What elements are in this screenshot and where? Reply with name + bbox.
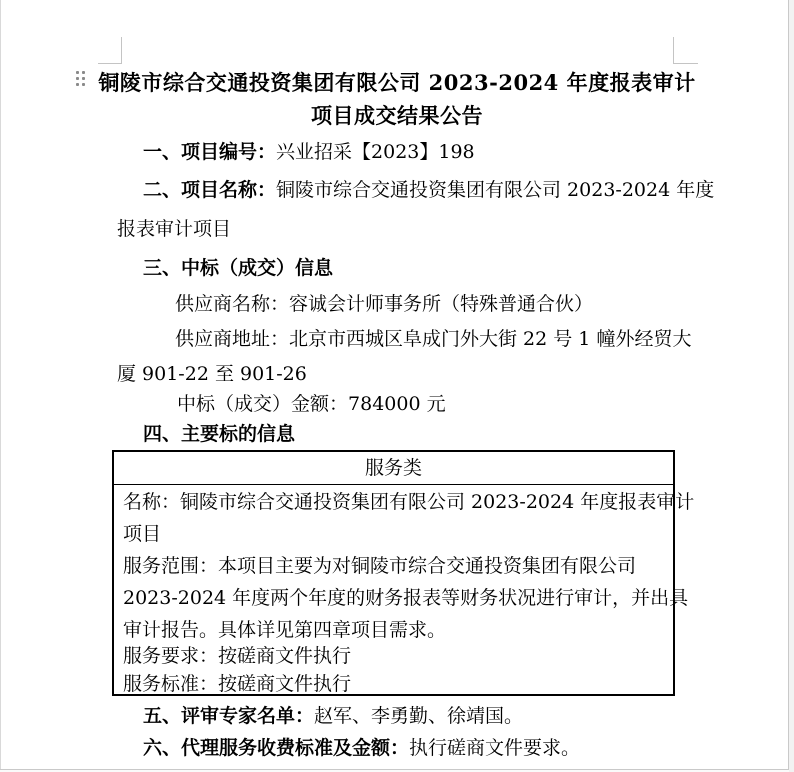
experts-value: 赵军、李勇勤、徐靖国。 [314, 705, 524, 727]
experts-label: 五、评审专家名单： [143, 705, 315, 727]
subject-info-table [112, 450, 695, 696]
supplier-name-label: 供应商名称： [175, 293, 290, 315]
supplier-address-value-line2: 厦 901-22 至 901-26 [117, 363, 307, 385]
document-title-line2: 项目成交结果公告 [311, 103, 483, 128]
para-agency-fee [143, 737, 580, 759]
para-project-name [143, 179, 714, 201]
table-cell-name-line2: 项目 [123, 523, 162, 545]
para-project-number [143, 141, 475, 163]
para-experts [143, 705, 523, 727]
para-supplier-address-wrap [117, 363, 307, 385]
table-cell-standard: 服务标准：按磋商文件执行 [123, 673, 352, 695]
table-cell-requirement: 服务要求：按磋商文件执行 [123, 645, 352, 667]
table-cell-name-line1: 名称：铜陵市综合交通投资集团有限公司 2023-2024 年度报表审计 [123, 491, 695, 513]
para-award-amount [177, 393, 446, 415]
supplier-address-label: 供应商地址： [175, 328, 290, 350]
para-supplier-name [175, 293, 593, 315]
para-project-name-wrap [117, 218, 231, 240]
award-amount-label: 中标（成交）金额： [177, 393, 349, 415]
document-title-line1: 铜陵市综合交通投资集团有限公司 2023-2024 年度报表审计 [98, 70, 696, 95]
table-cell-scope-line3: 审计报告。具体详见第四章项目需求。 [123, 619, 447, 641]
project-name-value-line1: 铜陵市综合交通投资集团有限公司 2023-2024 年度 [276, 179, 715, 201]
supplier-name-value: 容诚会计师事务所（特殊普通合伙） [289, 293, 594, 315]
table-header-service-type: 服务类 [114, 452, 673, 485]
project-name-label: 二、项目名称： [143, 179, 277, 201]
text-boundary-corner-right-icon [673, 37, 698, 64]
agency-fee-label: 六、代理服务收费标准及金额： [143, 737, 410, 759]
project-number-value: 兴业招采【2023】198 [276, 141, 475, 163]
project-name-value-line2: 报表审计项目 [117, 218, 232, 240]
agency-fee-value: 执行磋商文件要求。 [409, 737, 581, 759]
project-number-label: 一、项目编号： [143, 141, 277, 163]
table-cell-scope-line2: 2023-2024 年度两个年度的财务报表等财务状况进行审计，并出具 [123, 587, 689, 609]
para-supplier-address [175, 328, 691, 350]
supplier-address-value-line1: 北京市西城区阜成门外大街 22 号 1 幢外经贸大 [289, 328, 692, 350]
heading-award-info: 三、中标（成交）信息 [143, 257, 334, 279]
heading-subject-info: 四、主要标的信息 [143, 423, 296, 445]
table-cell-scope-line1: 服务范围：本项目主要为对铜陵市综合交通投资集团有限公司 [123, 555, 637, 577]
text-boundary-corner-left-icon [98, 37, 122, 64]
award-amount-value: 784000 元 [348, 393, 446, 415]
